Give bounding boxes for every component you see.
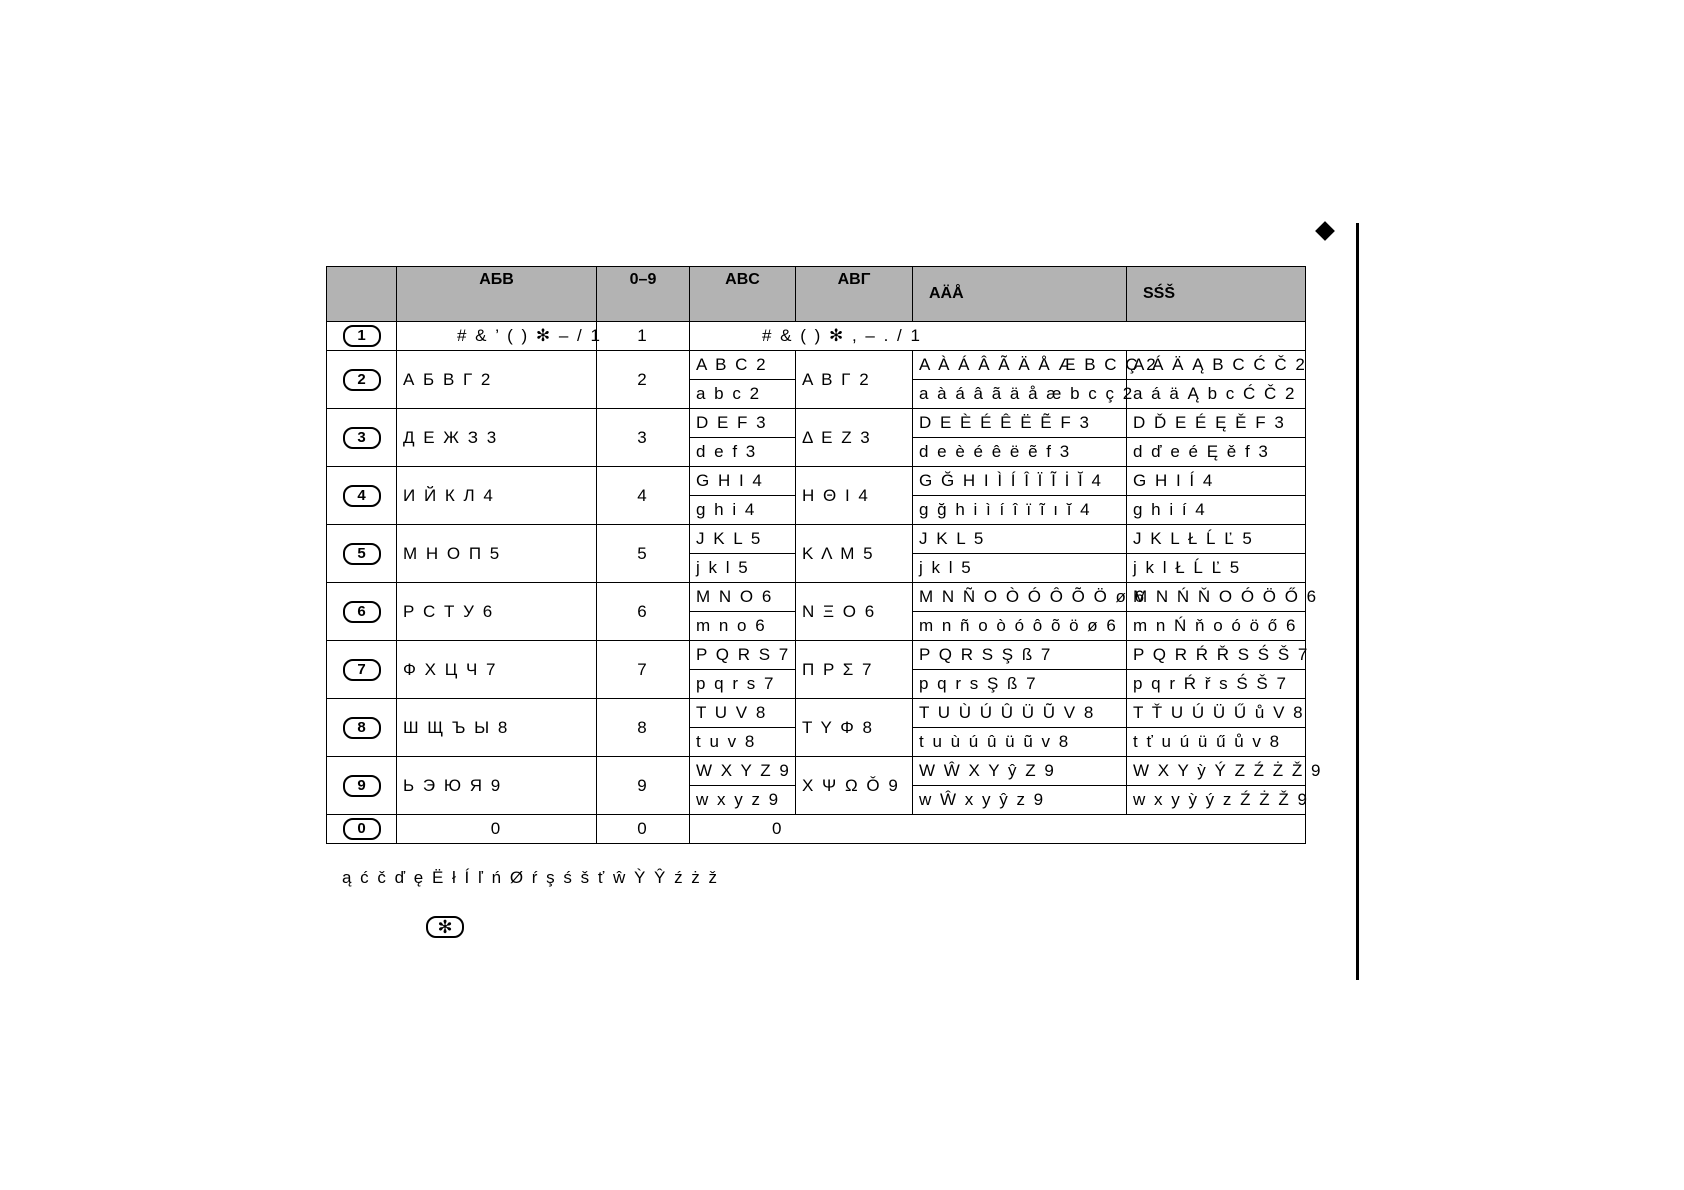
section-diamond-marker <box>1315 221 1335 241</box>
extra-characters: ą ć č ď ę Ë ł Í ľ ń Ø ŕ ş ś š ť ŵ Ỳ Ŷ ź ż ž <box>342 868 720 887</box>
central-european-lower-cell: g h i í 4 <box>1127 496 1306 525</box>
central-european-upper-cell: W X Y ỳ Ý Z Ź Ż Ž 9 <box>1127 757 1306 786</box>
numeric-cell: 1 <box>597 322 690 351</box>
header-central-european: SŚŠ <box>1127 267 1306 322</box>
table-row <box>327 322 1306 351</box>
cyrillic-cell: Ш Щ Ъ Ы 8 <box>397 699 597 757</box>
table-row <box>327 757 1306 786</box>
cyrillic-cell: Ф Х Ц Ч 7 <box>397 641 597 699</box>
latin-lower-cell: d e f 3 <box>690 438 796 467</box>
header-row <box>327 267 1306 322</box>
latin-upper-cell: M N O 6 <box>690 583 796 612</box>
cyrillic-cell: А Б В Г 2 <box>397 351 597 409</box>
key-5-icon: 5 <box>343 543 381 565</box>
key-0-icon: 0 <box>343 818 381 840</box>
latin-extended-upper-cell: W Ŵ X Y ŷ Z 9 <box>913 757 1127 786</box>
key-cell <box>327 699 397 757</box>
latin-extended-lower-cell: m n ñ o ò ó ô õ ö ø 6 <box>913 612 1127 641</box>
latin-extended-upper-cell: T U Ù Ú Û Ü Ũ V 8 <box>913 699 1127 728</box>
table-row <box>327 351 1306 380</box>
central-european-lower-cell: p q r Ŕ ř s Ś Š 7 <box>1127 670 1306 699</box>
cyrillic-cell: Р С Т У 6 <box>397 583 597 641</box>
latin-cell: 0 <box>690 815 1306 844</box>
header-numeric: 0–9 <box>597 267 690 322</box>
numeric-cell: 5 <box>597 525 690 583</box>
latin-extended-lower-cell: p q r s Ş ß 7 <box>913 670 1127 699</box>
latin-lower-cell: p q r s 7 <box>690 670 796 699</box>
latin-extended-lower-cell: d e è é ê ë ẽ f 3 <box>913 438 1127 467</box>
key-1-icon: 1 <box>343 325 381 347</box>
key-8-icon: 8 <box>343 717 381 739</box>
numeric-cell: 0 <box>597 815 690 844</box>
latin-extended-upper-cell: M N Ñ O Ò Ó Ô Õ Ö ø 6 <box>913 583 1127 612</box>
latin-extended-lower-cell: j k l 5 <box>913 554 1127 583</box>
numeric-cell: 4 <box>597 467 690 525</box>
latin-extended-upper-cell: A À Á Â Ã Ä Å Æ B C Ç 2 <box>913 351 1127 380</box>
cyrillic-cell: И Й К Л 4 <box>397 467 597 525</box>
margin-rule <box>1356 223 1359 980</box>
central-european-upper-cell: G H I Í 4 <box>1127 467 1306 496</box>
table-row <box>327 583 1306 612</box>
latin-lower-cell: m n o 6 <box>690 612 796 641</box>
greek-cell: Α Β Γ 2 <box>796 351 913 409</box>
greek-cell: Τ Υ Φ 8 <box>796 699 913 757</box>
latin-lower-cell: j k l 5 <box>690 554 796 583</box>
latin-lower-cell: a b c 2 <box>690 380 796 409</box>
cyrillic-cell: 0 <box>397 815 597 844</box>
latin-upper-cell: W X Y Z 9 <box>690 757 796 786</box>
star-key-icon: ✻ <box>426 916 464 938</box>
greek-cell: Δ Ε Ζ 3 <box>796 409 913 467</box>
table-row <box>327 699 1306 728</box>
latin-extended-lower-cell: t u ù ú û ü ũ v 8 <box>913 728 1127 757</box>
latin-upper-cell: T U V 8 <box>690 699 796 728</box>
latin-cell: # & ( ) ✻ , – . / 1 <box>690 322 1306 351</box>
table-row <box>327 525 1306 554</box>
cyrillic-cell: Д Е Ж З 3 <box>397 409 597 467</box>
latin-extended-upper-cell: P Q R S Ş ß 7 <box>913 641 1127 670</box>
latin-upper-cell: J K L 5 <box>690 525 796 554</box>
central-european-lower-cell: j k l Ł Ĺ Ľ 5 <box>1127 554 1306 583</box>
key-cell <box>327 409 397 467</box>
key-3-icon: 3 <box>343 427 381 449</box>
cyrillic-cell: М Н О П 5 <box>397 525 597 583</box>
latin-upper-cell: D E F 3 <box>690 409 796 438</box>
greek-cell: Ν Ξ Ο 6 <box>796 583 913 641</box>
central-european-lower-cell: d ď e é Ę ě f 3 <box>1127 438 1306 467</box>
key-cell <box>327 583 397 641</box>
key-6-icon: 6 <box>343 601 381 623</box>
latin-lower-cell: w x y z 9 <box>690 786 796 815</box>
central-european-upper-cell: J K L Ł Ĺ Ľ 5 <box>1127 525 1306 554</box>
key-9-icon: 9 <box>343 775 381 797</box>
central-european-lower-cell: a á ä Ą b c Ć Č 2 <box>1127 380 1306 409</box>
latin-lower-cell: g h i 4 <box>690 496 796 525</box>
key-2-icon: 2 <box>343 369 381 391</box>
latin-upper-cell: A B C 2 <box>690 351 796 380</box>
central-european-lower-cell: w x y ỳ ý z Ź Ż Ž 9 <box>1127 786 1306 815</box>
header-key <box>327 267 397 322</box>
latin-extended-upper-cell: G Ğ H I Ì Í Î Ï Ĩ İ Ĭ 4 <box>913 467 1127 496</box>
numeric-cell: 8 <box>597 699 690 757</box>
key-cell <box>327 641 397 699</box>
numeric-cell: 2 <box>597 351 690 409</box>
cyrillic-cell: # & ’ ( ) ✻ – / 1 <box>397 322 597 351</box>
central-european-lower-cell: m n Ń ň o ó ö ő 6 <box>1127 612 1306 641</box>
header-greek: ΑΒΓ <box>796 267 913 322</box>
latin-upper-cell: P Q R S 7 <box>690 641 796 670</box>
greek-cell: Η Θ Ι 4 <box>796 467 913 525</box>
table-row <box>327 467 1306 496</box>
table-row <box>327 409 1306 438</box>
key-cell <box>327 815 397 844</box>
table-row <box>327 641 1306 670</box>
latin-lower-cell: t u v 8 <box>690 728 796 757</box>
numeric-cell: 3 <box>597 409 690 467</box>
header-latin-extended: AÄÅ <box>913 267 1127 322</box>
key-cell <box>327 525 397 583</box>
numeric-cell: 9 <box>597 757 690 815</box>
header-cyrillic: АБВ <box>397 267 597 322</box>
greek-cell: Π Ρ Σ 7 <box>796 641 913 699</box>
numeric-cell: 7 <box>597 641 690 699</box>
numeric-cell: 6 <box>597 583 690 641</box>
central-european-upper-cell: A Á Ä Ą B C Ć Č 2 <box>1127 351 1306 380</box>
key-4-icon: 4 <box>343 485 381 507</box>
key-cell <box>327 757 397 815</box>
greek-cell: Κ Λ Μ 5 <box>796 525 913 583</box>
key-cell <box>327 351 397 409</box>
latin-extended-lower-cell: g ğ h i ì í î ï ĩ ı ĭ 4 <box>913 496 1127 525</box>
central-european-lower-cell: t ť u ú ü ű ů v 8 <box>1127 728 1306 757</box>
latin-extended-upper-cell: D E È É Ê Ë Ẽ F 3 <box>913 409 1127 438</box>
table-row <box>327 815 1306 844</box>
latin-extended-lower-cell: a à á â ã ä å æ b c ç 2 <box>913 380 1127 409</box>
central-european-upper-cell: P Q R Ŕ Ř S Ś Š 7 <box>1127 641 1306 670</box>
central-european-upper-cell: M N Ń Ň O Ó Ö Ő 6 <box>1127 583 1306 612</box>
central-european-upper-cell: D Ď E É Ę Ě F 3 <box>1127 409 1306 438</box>
latin-extended-lower-cell: w Ŵ x y ŷ z 9 <box>913 786 1127 815</box>
cyrillic-cell: Ь Э Ю Я 9 <box>397 757 597 815</box>
header-latin: ABC <box>690 267 796 322</box>
key-7-icon: 7 <box>343 659 381 681</box>
greek-cell: Χ Ψ Ω Ǒ 9 <box>796 757 913 815</box>
latin-upper-cell: G H I 4 <box>690 467 796 496</box>
character-map-table <box>326 266 1323 844</box>
central-european-upper-cell: T Ť U Ú Ü Ű ů V 8 <box>1127 699 1306 728</box>
key-cell <box>327 322 397 351</box>
key-cell <box>327 467 397 525</box>
latin-extended-upper-cell: J K L 5 <box>913 525 1127 554</box>
